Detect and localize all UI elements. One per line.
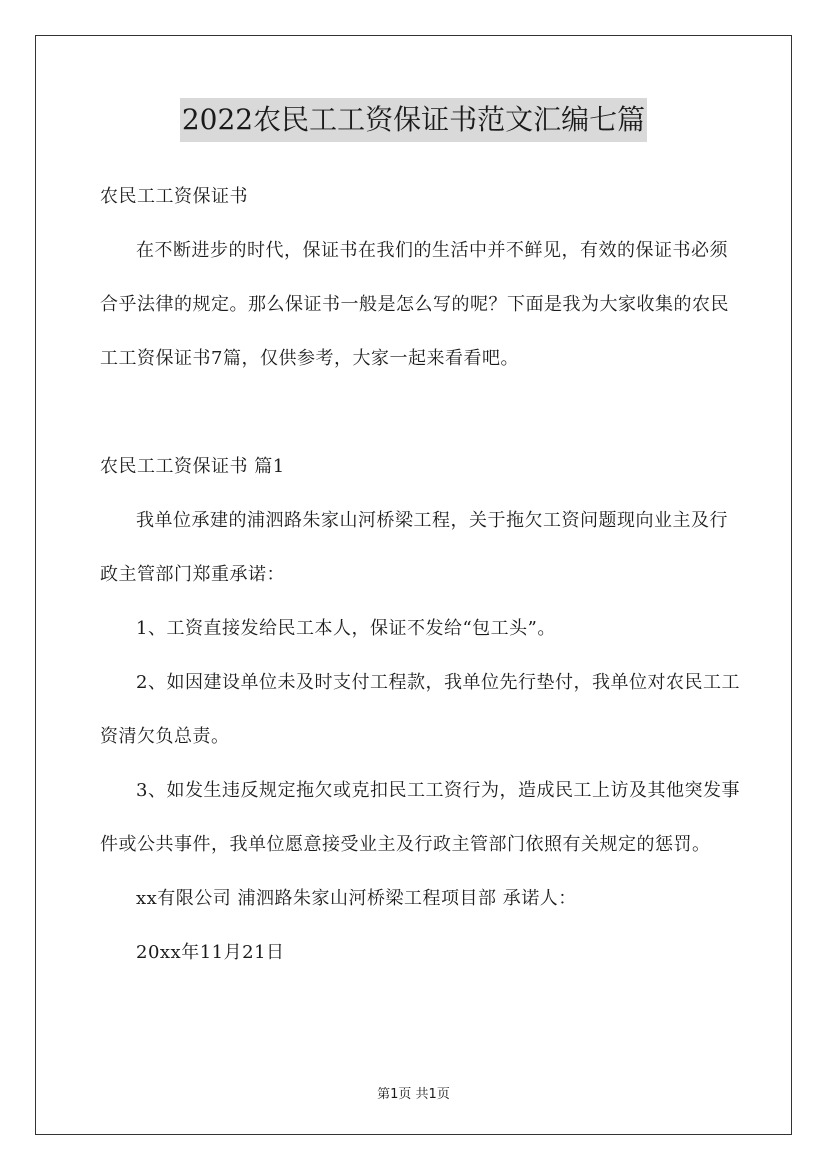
date-line: 20xx年11月21日 (136, 942, 285, 963)
list-item-2: 2、如因建设单位未及时支付工程款，我单位先行垫付，我单位对农民工工资清欠负总责。 (100, 672, 740, 747)
list-item-3: 3、如发生违反规定拖欠或克扣民工工资行为，造成民工上访及其他突发事件或公共事件，我单位愿意接受业主及行政主管部门依照有关规定的惩罚。 (100, 780, 740, 855)
section-heading: 农民工工资保证书 (100, 186, 248, 207)
section-heading-1: 农民工工资保证书 篇1 (100, 456, 285, 477)
commitment-paragraph: 我单位承建的浦泗路朱家山河桥梁工程，关于拖欠工资问题现向业主及行政主管部门郑重承诺： (100, 510, 728, 585)
list-item-1: 1、工资直接发给民工本人，保证不发给“包工头”。 (136, 618, 556, 639)
intro-paragraph: 在不断进步的时代，保证书在我们的生活中并不鲜见，有效的保证书必须合乎法律的规定。那么保证书一般是怎么写的呢？下面是我为大家收集的农民工工资保证书7篇，仅供参考，大家一起来看看吧。 (100, 240, 729, 369)
blank-line (100, 386, 740, 440)
page-number: 第1页 共1页 (377, 1087, 450, 1102)
document-title: 2022农民工工资保证书范文汇编七篇 (180, 98, 647, 142)
title-container (0, 98, 827, 142)
document-body (100, 170, 740, 980)
signature-line: xx有限公司 浦泗路朱家山河桥梁工程项目部 承诺人： (136, 888, 577, 909)
page-footer (0, 1083, 827, 1102)
